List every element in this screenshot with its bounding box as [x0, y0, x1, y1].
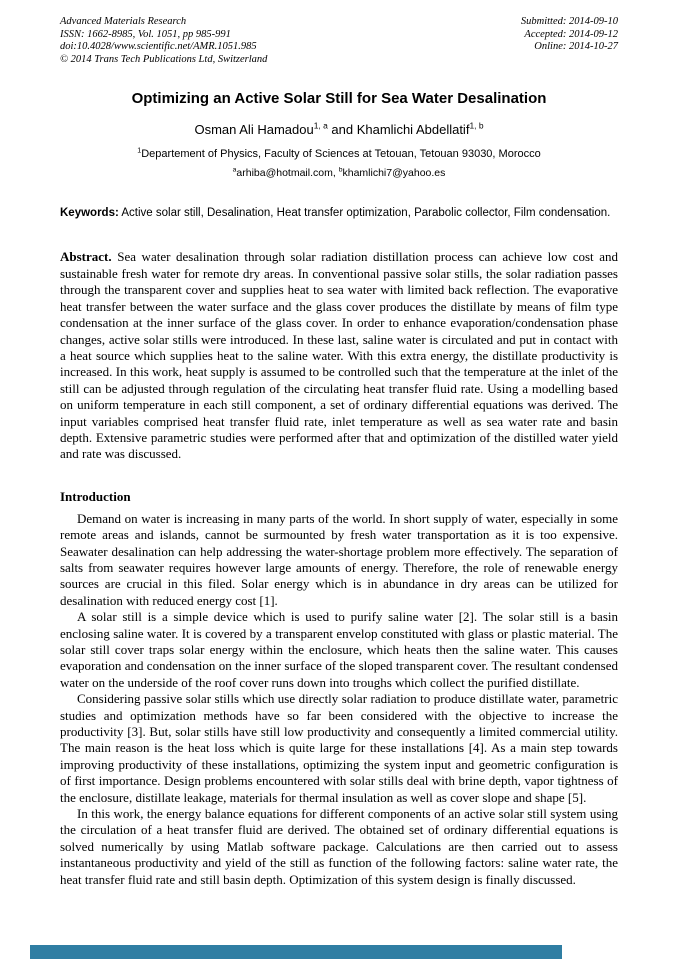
authors-line	[60, 122, 618, 137]
abstract-block	[60, 249, 618, 462]
author-2-name: Khamlichi Abdellatif	[356, 122, 470, 138]
journal-issn-volume: ISSN: 1662-8985, Vol. 1051, pp 985-991	[60, 28, 231, 40]
journal-name: Advanced Materials Research	[60, 16, 187, 27]
intro-paragraph-2: A solar still is a simple device which is used to purify saline water [2]. The solar still is a basin enclosing saline water. It is covered by a transparent envelop constituted with glass or plastic material. The solar still cover traps solar energy within the enclosure, which heats then the saline water. This causes evaporation and condensation on the inner surface of the sloped transparent cover. The resultant condensed water on the underside of the roof cover runs down into troughs which collect the purified distillate.	[60, 609, 618, 690]
journal-doi: doi:10.4028/www.scientific.net/AMR.1051.985	[60, 41, 257, 53]
affiliation-line	[60, 148, 618, 160]
submission-dates	[521, 16, 618, 66]
submitted-date: Submitted: 2014-09-10	[520, 16, 618, 27]
paper-title: Optimizing an Active Solar Still for Sea Water Desalination	[131, 90, 547, 108]
abstract-label: Abstract.	[60, 249, 112, 265]
intro-paragraph-1: Demand on water is increasing in many parts of the world. In short supply of water, especially in some remote areas and islands, cannot be surmounted by fresh water transportation as it is too expensive. Seawater desalination can help addressing the water-shortage problem more effectively. The separation of salts from seawater requires however large amounts of energy. Therefore, the role of renewable energy sources are crucial in this filed. Solar energy which is in abundance in dry areas can be utilized for desalination with reduced energy cost [1].	[60, 510, 618, 608]
section-heading-introduction: Introduction	[60, 488, 131, 504]
email-b-superscript: b	[338, 166, 343, 174]
affiliation-text: Departement of Physics, Faculty of Sciences at Tetouan, Tetouan 93030, Morocco	[141, 148, 541, 161]
intro-paragraph-4: In this work, the energy balance equations for different components of an active solar still system using the circulation of a heat transfer fluid are derived. The obtained set of ordinary differential equations is solved numerically by using Matlab software package. Calculations are then carried out to assess instantaneous productivity and yield of the still as function of the following factors: saline water rate, the heat transfer fluid rate and still basin depth. Optimization of this system design is finally discussed.	[60, 806, 618, 887]
journal-info	[60, 16, 267, 66]
online-date: Online: 2014-10-27	[534, 41, 618, 53]
email-a-superscript: a	[232, 166, 237, 174]
authors-connector: and	[327, 122, 357, 138]
author-1-name: Osman Ali Hamadou	[194, 122, 314, 138]
footer-banner	[30, 945, 562, 959]
abstract-text: Sea water desalination through solar radiation distillation process can achieve low cost and sustainable fresh water for remote dry areas. In conventional passive solar stills, the solar radiation passes through the transparent cover and supplies heat to sea water with limited back reflection. The evaporative heat transfer between the water surface and the glass cover produces the distillate by means of film type condensation at the inner surface of the glass cover. In order to enhance evaporation/condensation phase changes, active solar stills were introduced. In these last, saline water is circulated and put in contact with a heat source which supplies heat to the saline water. With this extra energy, the distillate productivity is increased. In this work, heat supply is assumed to be controlled such that the temperature at the inlet of the still can be adjusted through regulation of the circulating heat transfer fluid rate. Using a modelling based on uniform temperature in each still component, a set of ordinary differential equations was derived. The input variables comprised heat transfer fluid rate, inlet temperature as well as sea water rate and basin depth. Extensive parametric studies were performed after that and optimization of the distilled water yield and rate was discussed.	[60, 249, 618, 462]
affiliation-superscript: 1	[137, 146, 142, 155]
author-1-superscript: 1, a	[313, 121, 328, 132]
journal-copyright: © 2014 Trans Tech Publications Ltd, Switzerland	[60, 53, 268, 65]
author-2-superscript: 1, b	[469, 121, 484, 132]
keywords-label: Keywords:	[60, 207, 119, 220]
accepted-date: Accepted: 2014-09-12	[524, 28, 618, 40]
keywords-block	[60, 205, 618, 221]
intro-paragraph-3: Considering passive solar stills which use directly solar radiation to produce distillate water, parametric studies and optimization methods have so far been considered with the objective to increase the productivity [3]. But, solar stills have still low productivity and consequently a limited commercial utility. The main reason is the heat loss which is quite large for these installations [4]. As a main step towards improving productivity of these installations, optimizing the system input and geometric configuration is of first importance. Design problems encountered with solar stills deal with brine depth, vapor tightness of the enclosure, distillate leakage, materials for thermal insulation as well as cover slope and shape [5].	[60, 691, 618, 805]
emails-line	[60, 167, 618, 179]
page-header	[60, 16, 618, 66]
email-b: khamlichi7@yahoo.es	[342, 167, 446, 180]
email-a: arhiba@hotmail.com,	[236, 167, 339, 180]
keywords-text: Active solar still, Desalination, Heat transfer optimization, Parabolic collector, Film condensation.	[118, 207, 611, 220]
